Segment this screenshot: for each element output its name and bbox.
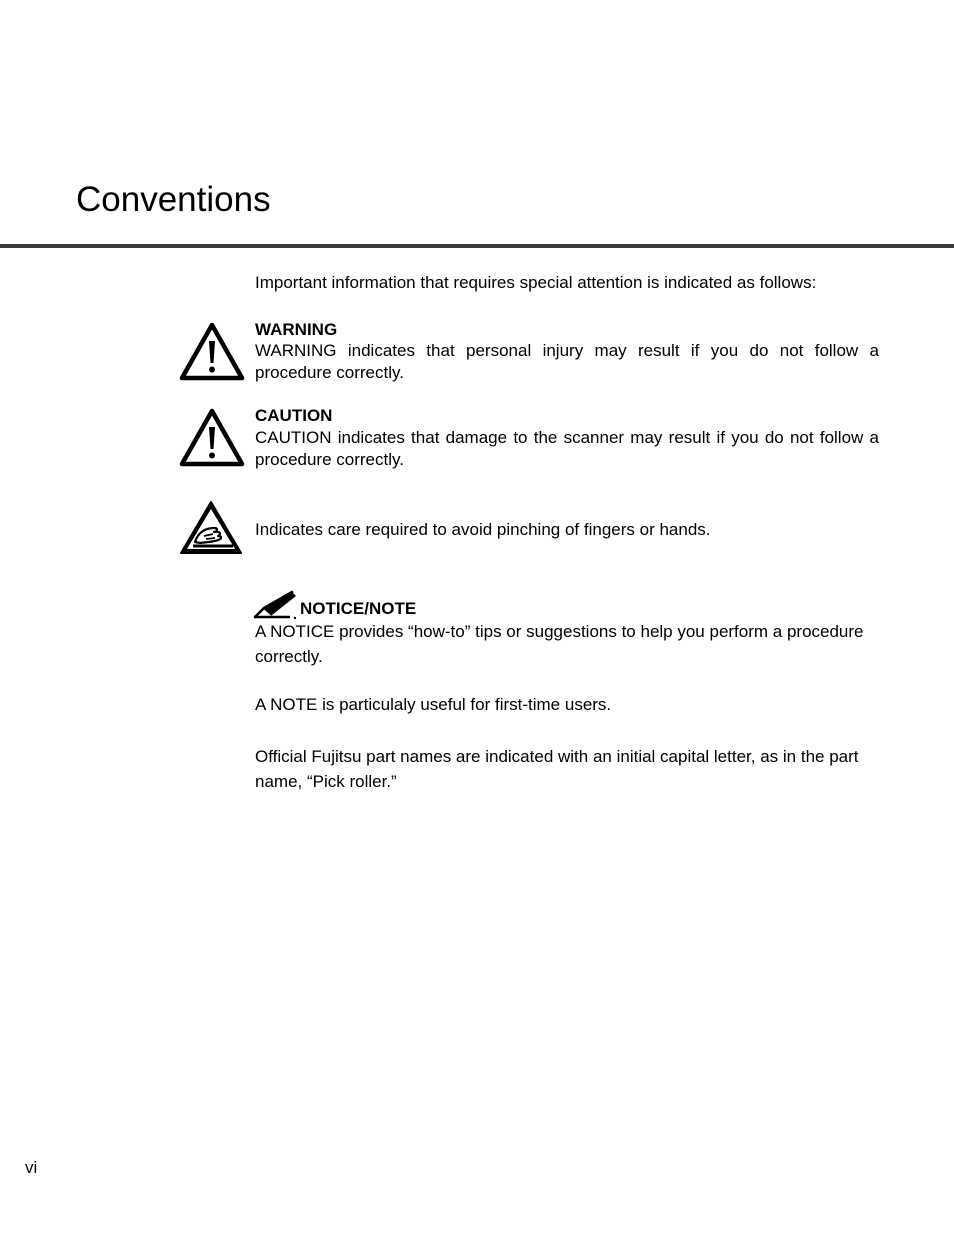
page-number: vi xyxy=(25,1158,38,1177)
warning-triangle-icon xyxy=(179,321,245,381)
notice-heading xyxy=(252,590,416,620)
pinch-text: Indicates care required to avoid pinching of fingers or hands. xyxy=(255,520,711,539)
warning-label: WARNING xyxy=(255,320,338,339)
page-title: Conventions xyxy=(76,180,271,219)
notice-text: A NOTICE provides “how-to” tips or suggestions to help you perform a procedure correctly. xyxy=(255,622,864,666)
note-text: A NOTE is particulaly useful for first-time users. xyxy=(255,695,612,714)
pinch-hazard-icon xyxy=(178,498,244,556)
warning-text: WARNING indicates that personal injury may result if you do not follow a procedure correctly. xyxy=(255,341,879,382)
caution-text: CAUTION indicates that damage to the scanner may result if you do not follow a procedure correctly. xyxy=(255,428,879,469)
caution-label: CAUTION xyxy=(255,406,333,425)
notice-label: NOTICE/NOTE xyxy=(300,599,417,618)
caution-triangle-icon xyxy=(179,407,245,467)
pencil-note-icon xyxy=(252,590,298,620)
intro-text: Important information that requires special attention is indicated as follows: xyxy=(255,273,817,292)
part-names-text: Official Fujitsu part names are indicated with an initial capital letter, as in the part name, “Pick roller.” xyxy=(255,747,859,791)
title-divider xyxy=(0,244,954,248)
